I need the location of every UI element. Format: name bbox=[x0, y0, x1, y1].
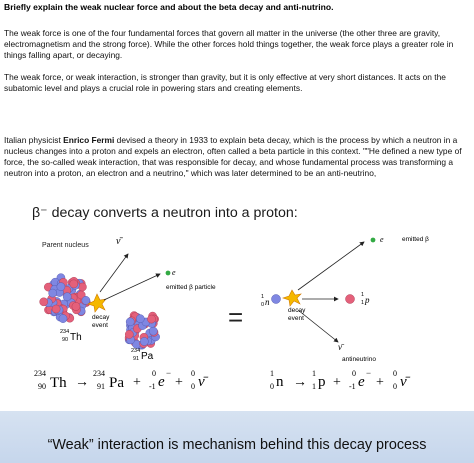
eq-e2-mass: 0 bbox=[352, 369, 356, 378]
proton-ball bbox=[72, 302, 80, 310]
th-label-symbol: Th bbox=[70, 332, 82, 343]
eq-nu2-mass: 0 bbox=[393, 369, 397, 378]
eq-e2-atomic: -1 bbox=[349, 382, 356, 391]
electron-particle-right bbox=[371, 238, 376, 243]
eq-nu2-symbol: ν̄ bbox=[400, 374, 407, 390]
paragraph-fermi bbox=[4, 135, 470, 179]
electron-particle-left bbox=[166, 271, 171, 276]
decay-event-label-right-1: decay bbox=[288, 307, 306, 314]
antineutrino-label: antineutrino bbox=[342, 356, 376, 363]
question-text: Briefly explain the weak nuclear force and about the beta decay and anti-nutrino. bbox=[4, 2, 334, 12]
eq-p-atomic: 1 bbox=[312, 382, 316, 391]
paragraph-fermi-intro: Italian physicist bbox=[4, 135, 64, 145]
daughter-nucleus bbox=[125, 312, 160, 350]
eq-th-mass: 234 bbox=[34, 369, 46, 378]
eq-pa-atomic: 91 bbox=[97, 382, 105, 391]
beta-arrow-right bbox=[298, 242, 364, 290]
neutron-atomic: 0 bbox=[261, 302, 265, 308]
eq-plus-4: + bbox=[376, 375, 384, 390]
proton-atomic: 1 bbox=[361, 300, 365, 306]
equation-right bbox=[270, 368, 411, 391]
antineutrino-arrow bbox=[100, 254, 128, 292]
eq-th-atomic: 90 bbox=[38, 382, 46, 391]
proton-ball bbox=[147, 315, 155, 323]
neutron-ball bbox=[49, 289, 57, 297]
antineutrino-symbol-right: ν̄ bbox=[338, 342, 342, 352]
neutron-ball bbox=[82, 296, 90, 304]
proton-ball bbox=[70, 280, 78, 288]
decay-star-icon bbox=[88, 294, 106, 312]
eq-p-mass: 1 bbox=[312, 369, 316, 378]
electron-symbol-right: e bbox=[380, 235, 384, 244]
fermi-name: Enrico Fermi bbox=[63, 135, 115, 145]
neutron-ball bbox=[149, 327, 157, 335]
emitted-beta-label-right: emitted β bbox=[402, 236, 429, 243]
neutron-ball bbox=[57, 283, 65, 291]
proton-particle bbox=[346, 295, 355, 304]
eq-pa-mass: 234 bbox=[93, 369, 105, 378]
pa-label-atomic: 91 bbox=[133, 356, 140, 362]
th-label-mass: 234 bbox=[60, 329, 70, 335]
paragraph-weak-interaction: The weak force, or weak interaction, is stronger than gravity, but it is only effective at very short distances. It acts on the subatomic level and plays a crucial role in powering stars and creating elements. bbox=[4, 72, 446, 93]
eq-n-mass: 1 bbox=[270, 369, 274, 378]
eq-arrow-right: → bbox=[293, 375, 307, 390]
beta-decay-diagram bbox=[0, 230, 474, 411]
antineutrino-arrow-right bbox=[298, 310, 338, 342]
eq-e2-symbol: e bbox=[358, 374, 365, 390]
eq-pa-symbol: Pa bbox=[109, 375, 124, 391]
decay-event-label-2: event bbox=[92, 322, 108, 329]
proton-ball bbox=[52, 305, 60, 313]
decay-event-label-1: decay bbox=[92, 314, 110, 321]
neutron-ball bbox=[63, 293, 71, 301]
parent-nucleus bbox=[40, 274, 91, 323]
parent-nucleus-label: Parent nucleus bbox=[42, 242, 89, 249]
equation-left bbox=[34, 368, 209, 391]
eq-nu-atomic: 0 bbox=[191, 382, 195, 391]
proton-symbol: p bbox=[365, 295, 370, 305]
eq-th-symbol: Th bbox=[50, 375, 67, 391]
pa-label-symbol: Pa bbox=[141, 351, 154, 362]
decay-star-icon-right bbox=[283, 290, 301, 306]
eq-p-symbol: p bbox=[318, 374, 326, 390]
eq-plus-1: + bbox=[133, 375, 141, 390]
eq-n-symbol: n bbox=[276, 374, 284, 390]
pa-label-mass: 234 bbox=[131, 348, 141, 354]
equals-sign: = bbox=[228, 302, 244, 332]
eq-plus-3: + bbox=[333, 375, 341, 390]
eq-nu-symbol: ν̄ bbox=[198, 374, 205, 390]
proton-ball bbox=[78, 283, 86, 291]
neutron-particle bbox=[272, 295, 281, 304]
antineutrino-symbol-left: ν̄ bbox=[116, 236, 121, 247]
eq-e-mass: 0 bbox=[152, 369, 156, 378]
decay-event-label-right-2: event bbox=[288, 315, 304, 322]
electron-symbol-left: e bbox=[172, 268, 176, 277]
eq-nu-mass: 0 bbox=[191, 369, 195, 378]
eq-e-atomic: -1 bbox=[149, 382, 156, 391]
neutron-ball bbox=[59, 315, 67, 323]
neutron-ball bbox=[136, 315, 144, 323]
electron-arrow bbox=[104, 274, 160, 300]
eq-e-minus: − bbox=[166, 368, 172, 378]
neutron-mass: 1 bbox=[261, 294, 265, 300]
th-label-atomic: 90 bbox=[62, 337, 69, 343]
eq-nu2-atomic: 0 bbox=[393, 382, 397, 391]
slide-heading: β⁻ decay converts a neutron into a proton: bbox=[32, 205, 298, 221]
paragraph-fermi-body: devised a theory in 1933 to explain beta decay, which is the process by which a neutron in a nucleus changes into a proton and expels an electron, often called a beta particle in this context. ""He defined a new type of force, the so-called weak interaction, that was responsible for decay, and whose fundamental process was transforming a neutron into a proton, an electron and a neutrino," which was later determined to be an anti-neutrino, bbox=[4, 135, 462, 178]
proton-mass: 1 bbox=[361, 292, 365, 298]
neutron-ball bbox=[140, 337, 148, 345]
paragraph-weak-force: The weak force is one of the four fundamental forces that govern all matter in the universe (the other three are gravity, electromagnetism and the strong force). While the other forces hold things together, the weak force plays a greater role in things falling apart, or decaying. bbox=[4, 28, 454, 60]
eq-e-symbol: e bbox=[158, 374, 165, 390]
neutron-symbol: n bbox=[265, 297, 270, 307]
eq-e2-minus: − bbox=[366, 368, 372, 378]
proton-ball bbox=[40, 298, 48, 306]
emitted-beta-particle-label: emitted β particle bbox=[166, 284, 216, 291]
eq-plus-2: + bbox=[175, 375, 183, 390]
proton-ball bbox=[125, 330, 133, 338]
eq-n-atomic: 0 bbox=[270, 382, 274, 391]
eq-arrow-left: → bbox=[75, 375, 89, 390]
bottom-caption: “Weak” interaction is mechanism behind this decay process bbox=[47, 437, 427, 453]
neutron-ball bbox=[126, 318, 134, 326]
